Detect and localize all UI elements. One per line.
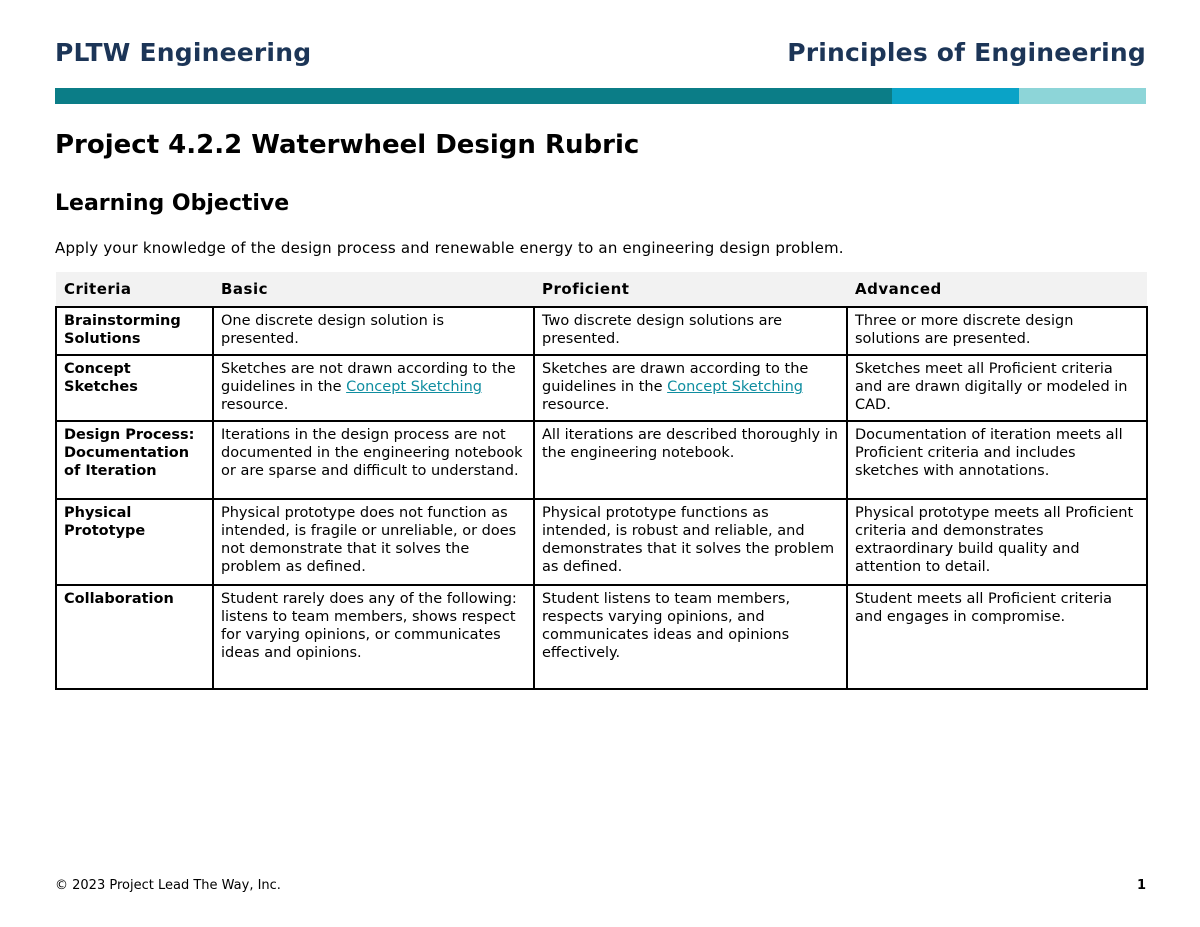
- basic-cell: [213, 355, 534, 421]
- page-number: 1: [1136, 878, 1146, 893]
- proficient-cell: Student listens to team members, respects varying opinions, and communicates ideas and opinions effectively.: [534, 585, 847, 689]
- table-row: [56, 499, 1147, 585]
- basic-cell: One discrete design solution is presented.: [213, 307, 534, 355]
- header-color-bar: [55, 88, 1146, 104]
- table-row: [56, 307, 1147, 355]
- advanced-cell: Three or more discrete design solutions are presented.: [847, 307, 1147, 355]
- column-header-basic: Basic: [213, 272, 534, 307]
- basic-text-pre: Sketches are not drawn according to the guidelines in the: [221, 361, 516, 395]
- concept-sketching-link[interactable]: Concept Sketching: [667, 379, 803, 395]
- criteria-cell: Brainstorming Solutions: [56, 307, 213, 355]
- criteria-cell: Design Process: Documentation of Iteration: [56, 421, 213, 499]
- proficient-cell: All iterations are described thoroughly in the engineering notebook.: [534, 421, 847, 499]
- criteria-cell: Concept Sketches: [56, 355, 213, 421]
- criteria-cell: Collaboration: [56, 585, 213, 689]
- advanced-cell: Physical prototype meets all Proficient criteria and demonstrates extraordinary build quality and attention to detail.: [847, 499, 1147, 585]
- proficient-cell: Physical prototype functions as intended, is robust and reliable, and demonstrates that it solves the problem as defined.: [534, 499, 847, 585]
- table-row: [56, 421, 1147, 499]
- rubric-table: [55, 272, 1148, 690]
- column-header-advanced: Advanced: [847, 272, 1147, 307]
- column-header-proficient: Proficient: [534, 272, 847, 307]
- page-header: [55, 38, 1146, 72]
- advanced-cell: Sketches meet all Proficient criteria and are drawn digitally or modeled in CAD.: [847, 355, 1147, 421]
- advanced-cell: Student meets all Proficient criteria and engages in compromise.: [847, 585, 1147, 689]
- basic-cell: Student rarely does any of the following: listens to team members, shows respect for varying opinions, or communicates ideas and opinions.: [213, 585, 534, 689]
- basic-cell: Iterations in the design process are not documented in the engineering notebook or are sparse and difficult to understand.: [213, 421, 534, 499]
- objective-text: Apply your knowledge of the design process and renewable energy to an engineering design problem.: [55, 239, 844, 257]
- advanced-cell: Documentation of iteration meets all Proficient criteria and includes sketches with annotations.: [847, 421, 1147, 499]
- table-row: [56, 355, 1147, 421]
- bar-segment-mid: [892, 88, 1019, 104]
- table-row: [56, 585, 1147, 689]
- proficient-cell: [534, 355, 847, 421]
- footer-copyright: © 2023 Project Lead The Way, Inc.: [55, 878, 281, 893]
- table-header-row: [56, 272, 1147, 307]
- document-page: [55, 0, 1146, 927]
- proficient-text-pre: Sketches are drawn according to the guidelines in the: [542, 361, 809, 395]
- proficient-cell: Two discrete design solutions are presented.: [534, 307, 847, 355]
- column-header-criteria: Criteria: [56, 272, 213, 307]
- section-heading: Learning Objective: [55, 191, 290, 216]
- header-program: PLTW Engineering: [55, 38, 312, 67]
- proficient-text-post: resource.: [542, 397, 610, 413]
- concept-sketching-link[interactable]: Concept Sketching: [346, 379, 482, 395]
- bar-segment-dark: [55, 88, 892, 104]
- bar-segment-light: [1019, 88, 1146, 104]
- page-title: Project 4.2.2 Waterwheel Design Rubric: [55, 130, 640, 160]
- header-course: Principles of Engineering: [787, 38, 1146, 67]
- basic-text-post: resource.: [221, 397, 289, 413]
- basic-cell: Physical prototype does not function as intended, is fragile or unreliable, or does not demonstrate that it solves the problem as defined.: [213, 499, 534, 585]
- criteria-cell: Physical Prototype: [56, 499, 213, 585]
